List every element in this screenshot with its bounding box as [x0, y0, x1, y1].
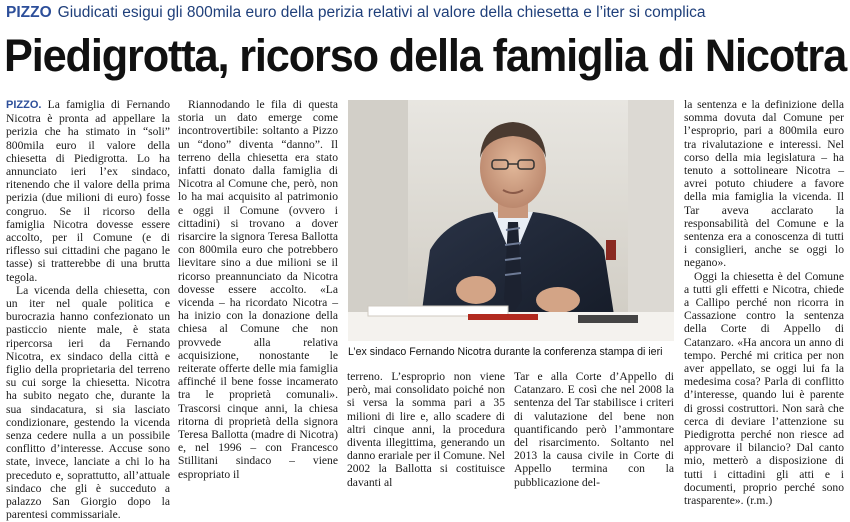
kicker-tag: PIZZO	[6, 4, 52, 21]
kicker-text: Giudicati esigui gli 800mila euro della perizia relativi al valore della chiesetta e l’iter si complica	[57, 4, 706, 21]
article-column-2	[178, 98, 338, 480]
article-column-3	[347, 370, 505, 489]
paragraph	[6, 98, 170, 284]
paragraph: Riannodando le fila di questa storia un dato emerge come incontrovertibile: soltanto a Pizzo un “dono” diventa “danno”. Il terreno della chiesetta era stato infatti donato dalla famiglia di Nicotra al Comune che, però, non lo ha mai acquisito al patrimonio e oggi il Comune (ovvero i cittadini) si trovano a dover risarcire la signora Teresa Ballotta con 800mila euro che potrebbero lievitare sino a due milioni se il ricorso preannunciato da Nicotra dovesse essere accolto. «La vicenda – ha ricordato Nicotra – ha inizio con la donazione della chiesa al Comune che non provvede alla relativa acquisizione, nonostante le reiterate offerte delle mia famiglia affinché il bene fosse incamerato tra le proprietà comunali». Trascorsi cinque anni, la chiesa ritorna di proprietà della signora Teresa Ballotta (madre di Nicotra) e, nel 1996 – con Francesco Stillitani sindaco – viene espropriato il	[178, 98, 338, 481]
dateline: PIZZO.	[6, 99, 42, 111]
article-column-5	[684, 98, 844, 508]
paragraph: Tar e alla Corte d’Appello di Catanzaro. E così che nel 2008 la sentenza del Tar stabilisce i criteri di valutazione del bene non quantificando però l’ammontare del risarcimento. Soltanto nel 2013 la causa civile in Corte di Appello termina con la pubblicazione del-	[514, 370, 674, 489]
photo-image	[348, 100, 674, 341]
kicker	[6, 2, 846, 24]
photo	[348, 100, 674, 341]
paragraph: la sentenza e la definizione della somma dovuta dal Comune per l’esproprio, pari a 800mila euro tra rivalutazione e interessi. Nel corso della mia legislatura – ha tenuto a sottolineare Nicotra – avrei potuto chiudere a favore della mia famiglia la vicenda. Il Tar aveva acclarato la responsabilità del Comune e la sentenza era a conoscenza di tutti i consiglieri, anche se oggi lo negano».	[684, 98, 844, 270]
paragraph: terreno. L’esproprio non viene però, mai consolidato poiché non si versa la somma pari a 35 milioni di lire e, allo scadere di altri cinque anni, la procedura diventa illegittima, generando un danno erariale per il Comune. Nel 2002 la Ballotta si costituisce davanti al	[347, 370, 505, 489]
article-column-4	[514, 370, 674, 489]
paragraph-text: La famiglia di Fernando Nicotra è pronta ad appellare la perizia che ha stimato in “soli” 800mila euro il valore della chiesetta di Piedigrotta. Lo ha annunciato ieri l’ex sindaco, ritenendo che il valore della prima perizia (due milioni di euro) fosse congruo. Se il ricorso della famiglia Nicotra dovesse essere accolto, per il Comune (e di riflesso sui cittadini che pagano le tasse) si tratterebbe di una brutta tegola.	[6, 98, 170, 284]
paragraph: Oggi la chiesetta è del Comune a tutti gli effetti e Nicotra, chiede a Callipo perché non ricorra in Cassazione contro la sentenza della Corte di Appello di Catanzaro. «Ha ancora un anno di tempo. Perché mi critica per non aver appellato, se oggi lui fa la medesima cosa? Parla di conflitto d’interesse, quando lui è parente di grossi costruttori. Non sarà che cerca di deviare l’attenzione su Piedigrotta perché non riesce ad approvare il bilancio? Dal canto mio, metterò a disposizione di tutti i cittadini gli atti e i documenti, proprio perché sono trasparente». (r.m.)	[684, 269, 844, 508]
paragraph: La vicenda della chiesetta, con un iter nel quale politica e burocrazia hanno confezionato un pasticcio niente male, è stata ripercorsa ieri da Fernando Nicotra, ex sindaco della città e figlio della proprietaria del terreno su cui sorge la chiesetta. Nicotra ha subito negato che, durante la sua sindacatura, si sia lasciato condizionare, gestendo la vicenda senza cedere nulla a un possibile conflitto d’interesse. Accuse sono state, invece, lanciate a chi lo ha preceduto e, soprattutto, all’attuale sindaco che gli è succeduto a palazzo San Giorgio dopo la parentesi commissariale.	[6, 283, 170, 522]
photo-caption: L’ex sindaco Fernando Nicotra durante la conferenza stampa di ieri	[348, 346, 663, 358]
article-column-1	[6, 98, 170, 522]
headline: Piedigrotta, ricorso della famiglia di Nicotra	[4, 30, 847, 81]
